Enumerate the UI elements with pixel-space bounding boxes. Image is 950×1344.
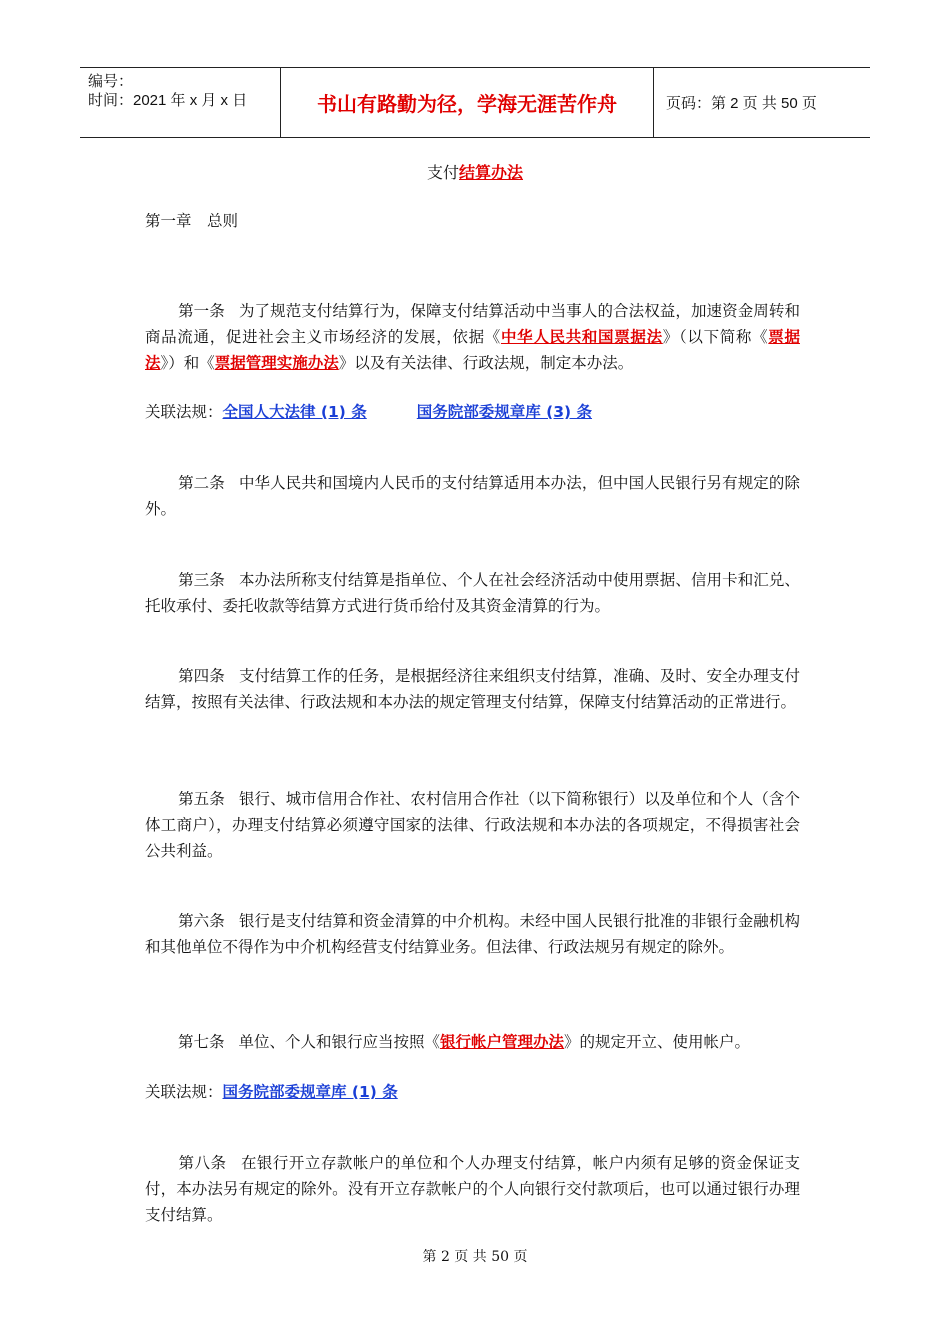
article-text: 在银行开立存款帐户的单位和个人办理支付结算，帐户内须有足够的资金保证支付，本办法另有规定的除外。没有开立存款帐户的个人向银行交付款项后，也可以通过银行办理支付结算。 [145, 1154, 800, 1224]
related-laws-label: 关联法规： [145, 1083, 223, 1101]
article-number: 第三条 [178, 571, 225, 589]
related-laws-label: 关联法规： [145, 403, 223, 421]
related-link-npc-laws[interactable]: 全国人大法律 (1) 条 [222, 403, 367, 421]
article-2 [145, 470, 800, 522]
doc-date-label: 时间：2021 年 x 月 x 日 [88, 92, 248, 109]
article-number: 第六条 [178, 912, 225, 930]
related-laws-1 [145, 400, 592, 422]
article-7 [145, 1029, 800, 1055]
law-link-negotiable-instruments[interactable]: 中华人民共和国票据法 [500, 328, 663, 346]
law-link-bank-account-rules[interactable]: 银行帐户管理办法 [440, 1033, 565, 1051]
law-link-instruments-short[interactable]: 票据法 [145, 328, 800, 372]
article-number: 第八条 [178, 1154, 227, 1172]
article-number: 第一条 [178, 302, 225, 320]
header-page-number: 页码：第 2 页 共 50 页 [666, 95, 817, 112]
related-link-state-council-rules[interactable]: 国务院部委规章库 (1) 条 [222, 1083, 398, 1101]
article-5 [145, 786, 800, 864]
title-plain: 支付 [426, 163, 459, 182]
article-text: 支付结算工作的任务，是根据经济往来组织支付结算，准确、及时、安全办理支付结算，按照有关法律、行政法规和本办法的规定管理支付结算，保障支付结算活动的正常进行。 [145, 667, 800, 711]
article-text: 本办法所称支付结算是指单位、个人在社会经济活动中使用票据、信用卡和汇兑、托收承付、委托收款等结算方式进行货币给付及其资金清算的行为。 [145, 571, 800, 615]
chapter-heading: 第一章 总则 [145, 212, 239, 230]
article-text: 中华人民共和国境内人民币的支付结算适用本办法，但中国人民银行另有规定的除外。 [145, 474, 800, 518]
document-title [0, 160, 950, 183]
related-link-state-council-rules[interactable]: 国务院部委规章库 (3) 条 [416, 403, 593, 421]
article-8 [145, 1150, 800, 1228]
article-text: 》以及有关法律、行政法规，制定本办法。 [338, 354, 634, 372]
law-link-instruments-regulation[interactable]: 票据管理实施办法 [214, 354, 339, 372]
article-text: 为了规范支付结算行为，保障支付结算活动中当事人的合法权益，加速资金周转和商品流通，促进社会主义市场经济的发展，依据《 [145, 302, 800, 346]
article-number: 第五条 [178, 790, 225, 808]
article-text: 》）和《 [160, 354, 215, 372]
article-4 [145, 663, 800, 715]
article-3 [145, 567, 800, 619]
article-number: 第七条 [178, 1033, 225, 1051]
article-text: 银行、城市信用合作社、农村信用合作社（以下简称银行）以及单位和个人（含个体工商户），办理支付结算必须遵守国家的法律、行政法规和本办法的各项规定，不得损害社会公共利益。 [145, 790, 800, 860]
article-text: 》的规定开立、使用帐户。 [564, 1033, 751, 1051]
article-text: 》（以下简称《 [662, 328, 769, 346]
article-number: 第四条 [178, 667, 225, 685]
header-motto: 书山有路勤为径，学海无涯苦作舟 [280, 68, 654, 137]
related-laws-2 [145, 1080, 398, 1102]
article-6 [145, 908, 800, 960]
doc-number-label: 编号： [88, 73, 134, 90]
page-header [80, 67, 870, 138]
article-1 [145, 298, 800, 376]
page-footer: 第 2 页 共 50 页 [422, 1249, 528, 1265]
header-meta [80, 68, 280, 137]
article-number: 第二条 [178, 474, 225, 492]
article-text: 银行是支付结算和资金清算的中介机构。未经中国人民银行批准的非银行金融机构和其他单位不得作为中介机构经营支付结算业务。但法律、行政法规另有规定的除外。 [145, 912, 800, 956]
title-link[interactable]: 结算办法 [459, 163, 524, 182]
article-text: 单位、个人和银行应当按照《 [238, 1033, 441, 1051]
